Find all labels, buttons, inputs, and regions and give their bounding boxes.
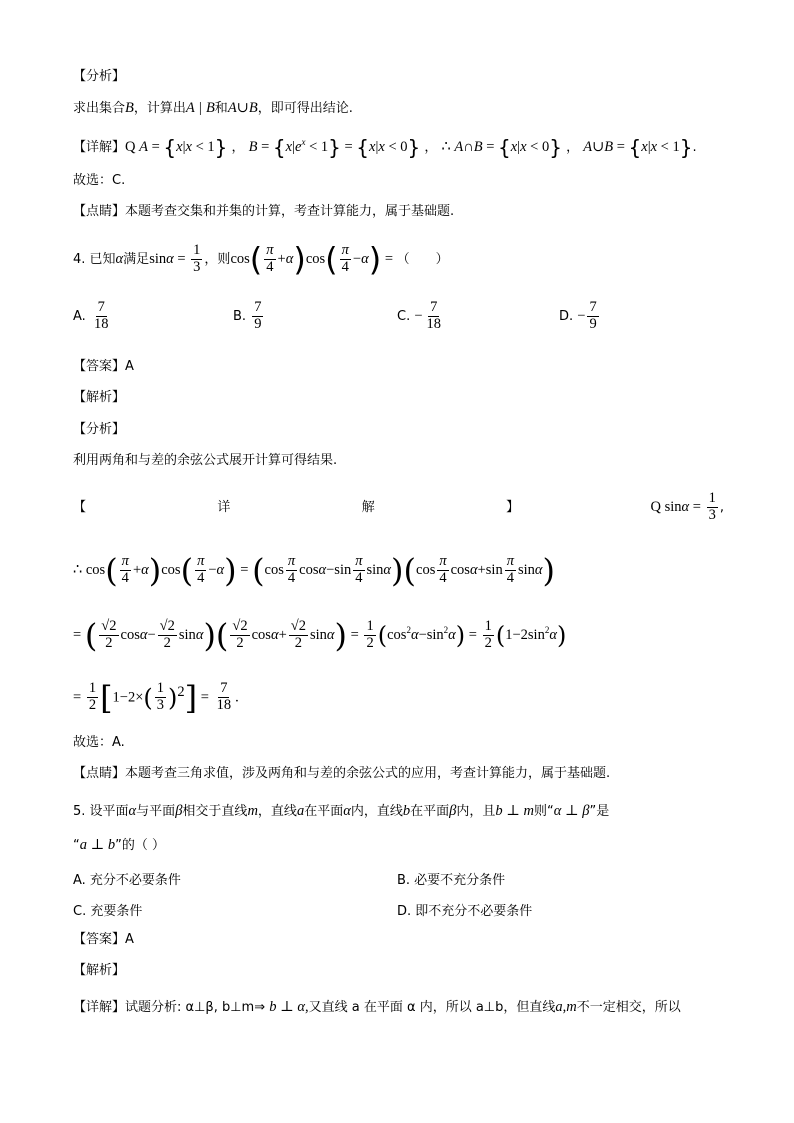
solution-heading-5: 【解析】 — [73, 963, 126, 978]
solution-heading-4: 【解析】 — [73, 390, 126, 405]
analysis-heading-1: 【分析】 — [73, 69, 126, 84]
q5-option-d[interactable]: D. 即不充分不必要条件 — [397, 904, 533, 919]
math-derivation-line-3: = $\frac{1}{2}$ [1−2×( $\frac{1}{3}$ )$^2$] = $\frac{7}{18}$ . — [73, 678, 239, 717]
comment-4: 【点睛】本题考查三角求值，涉及两角和与差的余弦公式的应用，考查计算能力，属于基础题. — [73, 766, 611, 781]
analysis-text-4: 利用两角和与差的余弦公式展开计算可得结果. — [73, 453, 338, 468]
conclusion-1: 故选：C. — [73, 173, 126, 188]
math-derivation-line-1: ∴ cos( $\frac{\pi}{4}$ +α)cos( $\frac{\pi}{4}$ −α) = (cos $\frac{\pi}{4}$ cosα−sin $\frac{\pi}{4}$ sinα)(cos $\frac{\pi}{4}$ cosα+sin $\frac{\pi}{4}$ sinα) — [73, 551, 555, 590]
question-4-stem: 4. 已知α满足sinα = $\frac{1}{3}$ ，则cos( $\frac{\pi}{4}$ +α)cos( $\frac{\pi}{4}$ −α) = （ ） — [73, 240, 449, 279]
q5-option-a[interactable]: A. 充分不必要条件 — [73, 873, 181, 888]
q4-option-a[interactable]: A. $\frac{7}{18}$ — [73, 299, 109, 332]
detail-line-1: 【详解】Q A = {x|x < 1} ， $B = \{x|e^x < 1\} = \{x|x < 0\}$ ， ∴ A∩B = {x|x < 0} ， A∪B = {x|x < 1}. — [73, 135, 697, 160]
analysis-text-1: 求出集合B，计算出A | B和A∪B，即可得出结论. — [73, 100, 353, 116]
math-derivation-line-2: = ( $\frac{√2}{2}$ cosα− $\frac{√2}{2}$ sinα)( $\frac{√2}{2}$ cosα+ $\frac{√2}{2}$ sinα) = $\frac{1}{2}$ $(\cos^2\alpha-\sin^2\alpha)$ = $\frac{1}{2}$ $(1-2\sin^2\alpha)$ — [73, 616, 567, 655]
comment-1: 【点睛】本题考查交集和并集的计算，考查计算能力，属于基础题. — [73, 204, 455, 219]
q4-option-c[interactable]: C. − $\frac{7}{18}$ — [397, 299, 442, 332]
q5-option-c[interactable]: C. 充要条件 — [73, 904, 143, 919]
q5-option-b[interactable]: B. 必要不充分条件 — [397, 873, 506, 888]
detail-line-4: 【 详 解 】 Q sinα = $\frac{1}{3}$ , — [73, 490, 724, 523]
answer-5: 【答案】A — [73, 932, 134, 947]
q4-option-d[interactable]: D. − $\frac{7}{9}$ — [559, 299, 597, 332]
question-5-stem-line-2: “a ⊥ b”的（ ） — [73, 837, 166, 853]
answer-4: 【答案】A — [73, 359, 134, 374]
conclusion-4: 故选：A. — [73, 735, 125, 750]
question-5-stem-line-1: 5. 设平面α与平面β相交于直线m，直线a在平面α内，直线b在平面β内，且b ⊥ m则“α ⊥ β”是 — [73, 803, 610, 819]
detail-line-5: 【详解】试题分析: α⊥β, b⊥m⇒ b ⊥ α,又直线 a 在平面 α 内，所以 a⊥b，但直线a,m不一定相交，所以 — [73, 999, 681, 1015]
analysis-heading-4: 【分析】 — [73, 422, 126, 437]
q4-option-b[interactable]: B. $\frac{7}{9}$ — [233, 299, 262, 332]
